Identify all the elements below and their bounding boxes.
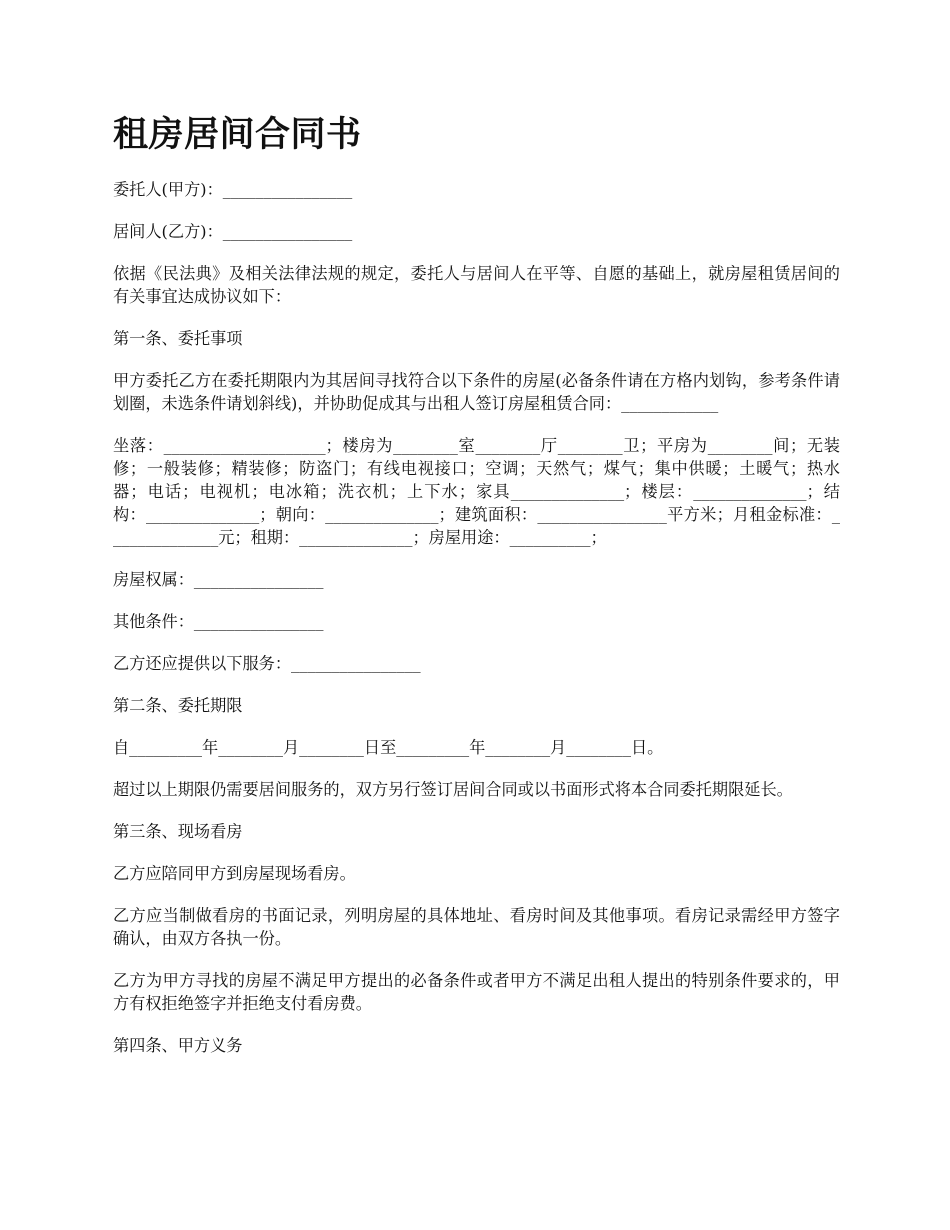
- article-4-heading: 第四条、甲方义务: [113, 1036, 243, 1055]
- extra-services-line: 乙方还应提供以下服务：________________: [113, 654, 421, 673]
- article-1-intro-paragraph: 甲方委托乙方在委托期限内为其居间寻找符合以下条件的房屋(必备条件请在方格内划钩，参考条件请划圈，未选条件请划斜线)，并协助促成其与出租人签订房屋租赁合同：____________: [113, 371, 840, 413]
- term-dates-line: 自_________年________月________日至_________年________月________日。: [113, 738, 664, 757]
- document-title: 租房居间合同书: [113, 115, 362, 155]
- house-conditions-paragraph: 坐落：____________________；楼房为________室________厅________卫；平房为________间；无装修；一般装修；精装修；防盗门；有线电视接口；空调；天然气；煤气；集中供暖；土暖气；热水器；电话；电视机；电冰箱；洗衣机；上下水；家具______________；楼层：______________；结构：______________；朝向：______________；建筑面积：________________平方米；月租金标准：______________元；租期：______________；房屋用途：__________；: [113, 436, 840, 547]
- viewing-paragraph-1: 乙方应陪同甲方到房屋现场看房。: [113, 864, 356, 883]
- viewing-paragraph-3: 乙方为甲方寻找的房屋不满足甲方提出的必备条件或者甲方不满足出租人提出的特别条件要求的，甲方有权拒绝签字并拒绝支付看房费。: [113, 971, 840, 1013]
- party-a-line: 委托人(甲方)：________________: [113, 180, 353, 199]
- article-3-heading: 第三条、现场看房: [113, 822, 243, 841]
- article-2-heading: 第二条、委托期限: [113, 696, 243, 715]
- document-page: [113, 110, 840, 1076]
- other-conditions-line: 其他条件：________________: [113, 612, 324, 631]
- preamble-paragraph: 依据《民法典》及相关法律法规的规定，委托人与居间人在平等、自愿的基础上，就房屋租赁居间的有关事宜达成协议如下：: [113, 264, 840, 306]
- term-extension-paragraph: 超过以上期限仍需要居间服务的，双方另行签订居间合同或以书面形式将本合同委托期限延长。: [113, 780, 793, 799]
- viewing-paragraph-2: 乙方应当制做看房的书面记录，列明房屋的具体地址、看房时间及其他事项。看房记录需经甲方签字确认，由双方各执一份。: [113, 906, 840, 948]
- party-b-line: 居间人(乙方)：________________: [113, 222, 353, 241]
- article-1-heading: 第一条、委托事项: [113, 329, 243, 348]
- ownership-line: 房屋权属：________________: [113, 570, 324, 589]
